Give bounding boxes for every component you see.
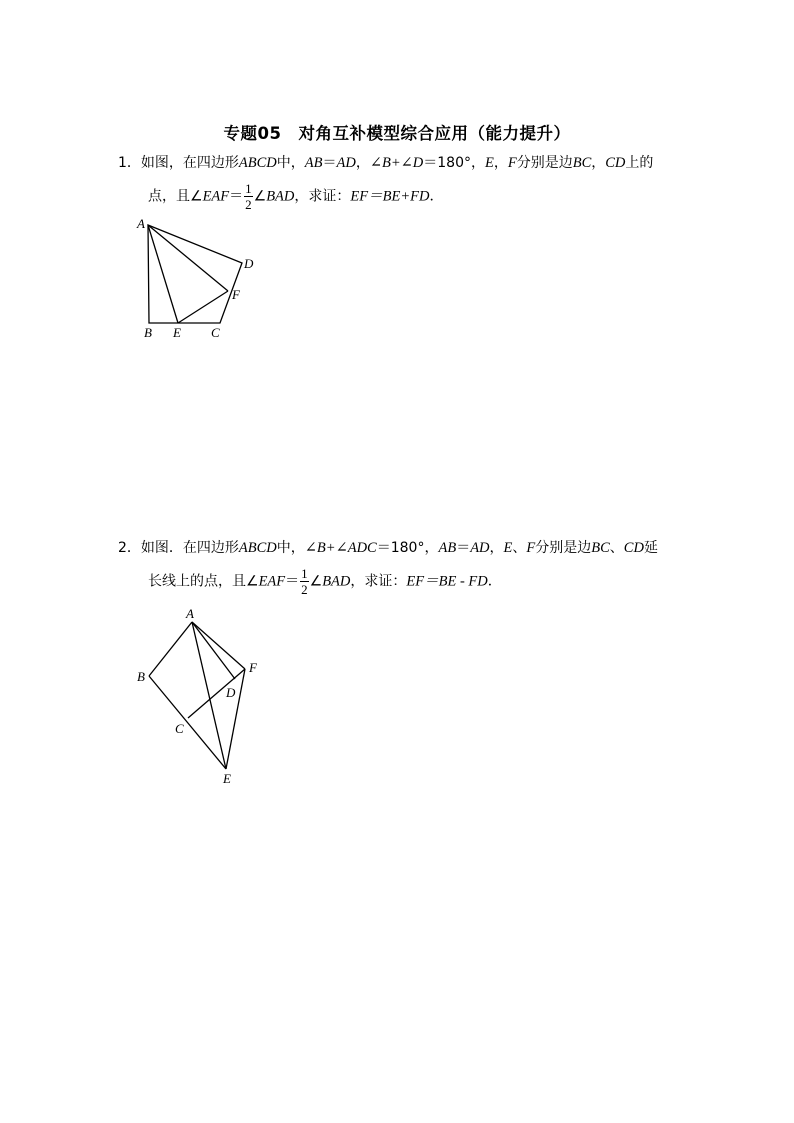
page-title: 专题05 对角互补模型综合应用（能力提升） <box>223 124 571 143</box>
quadrilateral-abcd <box>148 225 242 323</box>
segment-ef <box>178 291 228 323</box>
fraction-one-half: $\frac{1}{2}$ <box>245 181 252 212</box>
problem-1-line-1: 1．如图，在四边形ABCD中，AB＝AD，∠B+∠D＝180°，E，F分别是边BC，CD上的 <box>118 155 654 171</box>
label-c: C <box>211 325 220 340</box>
label-e: E <box>223 771 231 786</box>
label-a: A <box>137 216 145 231</box>
label-f: F <box>249 660 257 675</box>
label-d: D <box>226 685 236 700</box>
segment-bce <box>149 676 226 769</box>
fraction-one-half: $\frac{1}{2}$ <box>301 566 308 597</box>
segment-fe <box>226 669 245 769</box>
label-a: A <box>186 606 194 621</box>
problem-1-line-2: 点，且∠EAF＝ $\frac{1}{2}$ ∠BAD，求证：EF＝BE+FD． <box>148 181 444 212</box>
label-d: D <box>244 256 254 271</box>
segment-af <box>192 622 245 669</box>
label-c: C <box>175 721 184 736</box>
problem-1-figure <box>130 215 270 345</box>
segment-af <box>148 225 228 291</box>
segment-ae <box>148 225 178 323</box>
label-b: B <box>137 669 145 684</box>
label-f: F <box>232 287 240 302</box>
label-b: B <box>144 325 152 340</box>
problem-1-number: 1． <box>118 155 141 171</box>
label-e: E <box>173 325 181 340</box>
problem-2-line-1: 2．如图．在四边形ABCD中，∠B+∠ADC＝180°，AB＝AD，E、F分别是边BC、CD延 <box>118 540 658 556</box>
problem-2-figure <box>130 602 275 792</box>
problem-2-line-2: 长线上的点，且∠EAF＝ $\frac{1}{2}$ ∠BAD，求证：EF＝BE - FD． <box>148 566 502 597</box>
problem-2-number: 2． <box>118 540 141 556</box>
segment-ab <box>149 622 192 676</box>
